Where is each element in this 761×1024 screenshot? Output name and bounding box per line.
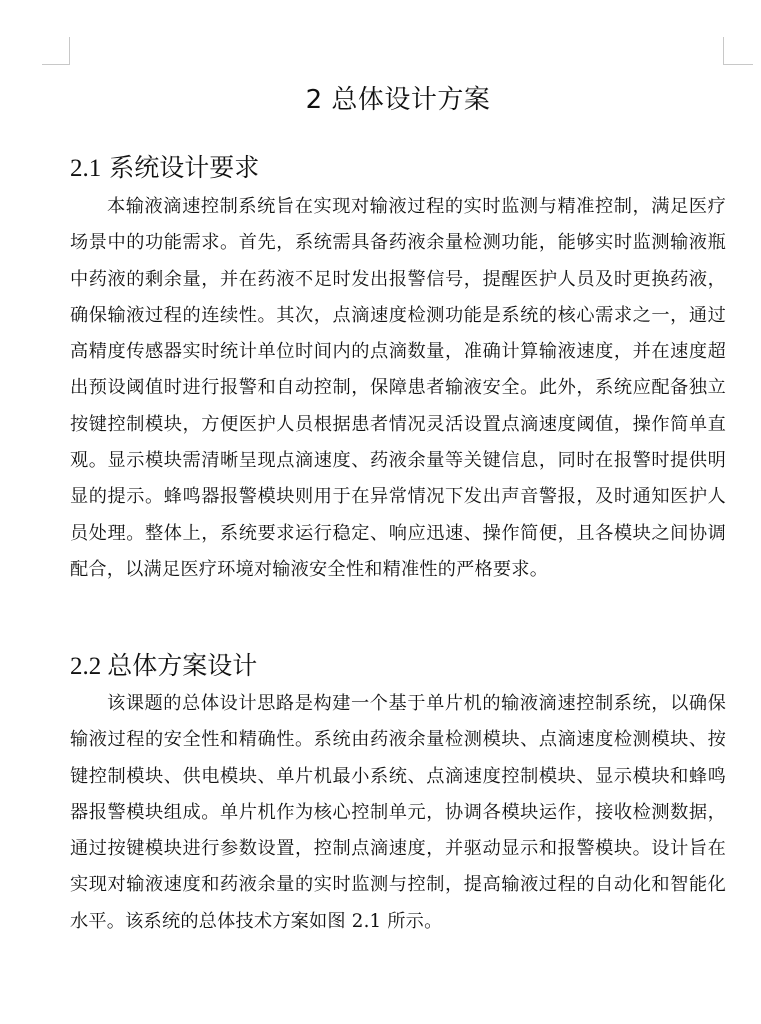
- page-corner-mark-top-left: [42, 37, 70, 65]
- section-2-1-paragraph: 本输液滴速控制系统旨在实现对输液过程的实时监测与精准控制，满足医疗场景中的功能需求。首先，系统需具备药液余量检测功能，能够实时监测输液瓶中药液的剩余量，并在药液不足时发出报警信号，提醒医护人员及时更换药液，确保输液过程的连续性。其次，点滴速度检测功能是系统的核心需求之一，通过高精度传感器实时统计单位时间内的点滴数量，准确计算输液速度，并在速度超出预设阈值时进行报警和自动控制，保障患者输液安全。此外，系统应配备独立按键控制模块，方便医护人员根据患者情况灵活设置点滴速度阈值，操作简单直观。显示模块需清晰呈现点滴速度、药液余量等关键信息，同时在报警时提供明显的提示。蜂鸣器报警模块则用于在异常情况下发出声音警报，及时通知医护人员处理。整体上，系统要求运行稳定、响应迅速、操作简便，且各模块之间协调配合，以满足医疗环境对输液安全性和精准性的严格要求。: [70, 196, 726, 580]
- section-heading-2-2: [70, 648, 257, 685]
- page-corner-mark-top-right: [723, 37, 753, 65]
- section-number: 2.1: [70, 154, 102, 182]
- section-heading-2-1: [70, 150, 259, 187]
- chapter-title: 2 总体设计方案: [305, 85, 491, 116]
- section-2-2-paragraph: 该课题的总体设计思路是构建一个基于单片机的输液滴速控制系统，以确保输液过程的安全性和精确性。系统由药液余量检测模块、点滴速度检测模块、按键控制模块、供电模块、单片机最小系统、点滴速度控制模块、显示模块和蜂鸣器报警模块组成。单片机作为核心控制单元，协调各模块运作，接收检测数据，通过按键模块进行参数设置，控制点滴速度，并驱动显示和报警模块。设计旨在实现对输液速度和药液余量的实时监测与控制，提高输液过程的自动化和智能化水平。该系统的总体技术方案如图 2.1 所示。: [70, 693, 726, 932]
- section-number: 2.2: [70, 652, 102, 680]
- section-title-text: 系统设计要求: [109, 152, 260, 182]
- section-title-text: 总体方案设计: [107, 650, 258, 680]
